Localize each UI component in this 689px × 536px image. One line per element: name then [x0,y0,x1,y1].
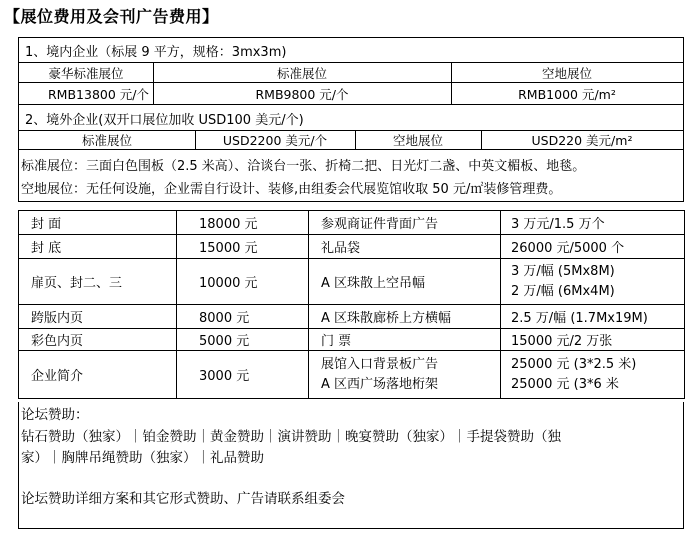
ad-price: 15000 元 [177,235,309,259]
domestic-price-luxury: RMB13800 元/个 [48,86,149,102]
domestic-header-raw: 空地展位 [541,65,592,81]
ad-item: 扉页、封二、三 [19,259,177,305]
section-heading: 【展位费用及会刊广告费用】 [4,7,219,26]
foreign-header-raw: 空地展位 [392,133,443,148]
ad-price2: 2.5 万/幅 (1.7Mx19M) [501,305,685,329]
forum-title: 论坛赞助： [21,407,89,423]
ad-item2-line: 展馆入口背景板广告 [321,356,439,372]
foreign-price-row [19,130,683,150]
ad-price: 10000 元 [177,259,309,305]
table-row [19,259,685,305]
ad-item2: A 区珠散廊桥上方横幅 [309,305,501,329]
ad-price2-cell [501,259,685,305]
table-row [19,211,685,235]
ad-item: 彩色内页 [19,329,177,351]
ad-item: 封 底 [19,235,177,259]
foreign-price-standard: USD2200 美元/个 [222,133,328,148]
ad-price2: 3 万元/1.5 万个 [501,211,685,235]
ad-item2: A 区珠散上空吊幅 [309,259,501,305]
ad-item: 跨版内页 [19,305,177,329]
ad-price2-line: 25000 元 (3*6 米 [511,376,619,392]
ad-price: 8000 元 [177,305,309,329]
foreign-title: 2、境外企业(双开口展位加收 USD100 美元/个) [25,113,304,128]
ad-price2-line: 3 万/幅 (5Mx8M) [511,263,615,279]
table-row [19,329,685,351]
domestic-price-standard: RMB9800 元/个 [255,86,349,102]
standard-booth-note: 标准展位：三面白色围板（2.5 米高）、洽谈台一张、折椅二把、日光灯二盏、中英文楣板、地毯。 [21,159,586,174]
domestic-price-row [19,82,683,104]
ad-price: 18000 元 [177,211,309,235]
domestic-header-row [19,62,683,82]
ad-item: 封 面 [19,211,177,235]
booth-fee-table [18,37,684,202]
ad-price2-cell [501,351,685,399]
domestic-price-raw: RMB1000 元/m² [518,86,616,102]
ad-price: 3000 元 [177,351,309,399]
ad-price2-line: 25000 元 (3*2.5 米) [511,356,637,372]
foreign-title-row [19,104,683,130]
table-row [19,235,685,259]
forum-sponsor-line-2: 家）｜胸牌吊绳赞助（独家）｜礼品赞助 [21,450,264,466]
ad-price2-line: 2 万/幅 (6Mx4M) [511,283,615,299]
ad-item: 企业简介 [19,351,177,399]
advertising-table [18,210,685,399]
forum-sponsor-line-1: 钻石赞助（独家）｜铂金赞助｜黄金赞助｜演讲赞助｜晚宴赞助（独家）｜手提袋赞助（独 [21,429,561,445]
ad-price2: 15000 元/2 万张 [501,329,685,351]
ad-item2: 礼品袋 [309,235,501,259]
ad-item2: 参观商证件背面广告 [309,211,501,235]
ad-item2-cell [309,351,501,399]
raw-space-note: 空地展位：无任何设施，企业需自行设计、装修,由组委会代展览馆收取 50 元/㎡装修管理费。 [21,182,562,197]
table-row [19,351,685,399]
ad-price: 5000 元 [177,329,309,351]
table-row [19,305,685,329]
domestic-header-luxury: 豪华标准展位 [48,65,124,81]
domestic-header-standard: 标准展位 [276,65,327,81]
forum-sponsorship-box [18,402,684,529]
ad-price2: 26000 元/5000 个 [501,235,685,259]
foreign-price-raw: USD220 美元/m² [531,133,633,148]
forum-contact-note: 论坛赞助详细方案和其它形式赞助、广告请联系组委会 [21,491,345,507]
ad-item2-line: A 区西广场落地桁架 [321,376,439,392]
foreign-header-standard: 标准展位 [81,133,132,148]
domestic-title: 1、境内企业（标展 9 平方，规格：3mx3m) [25,45,287,60]
ad-item2: 门 票 [309,329,501,351]
